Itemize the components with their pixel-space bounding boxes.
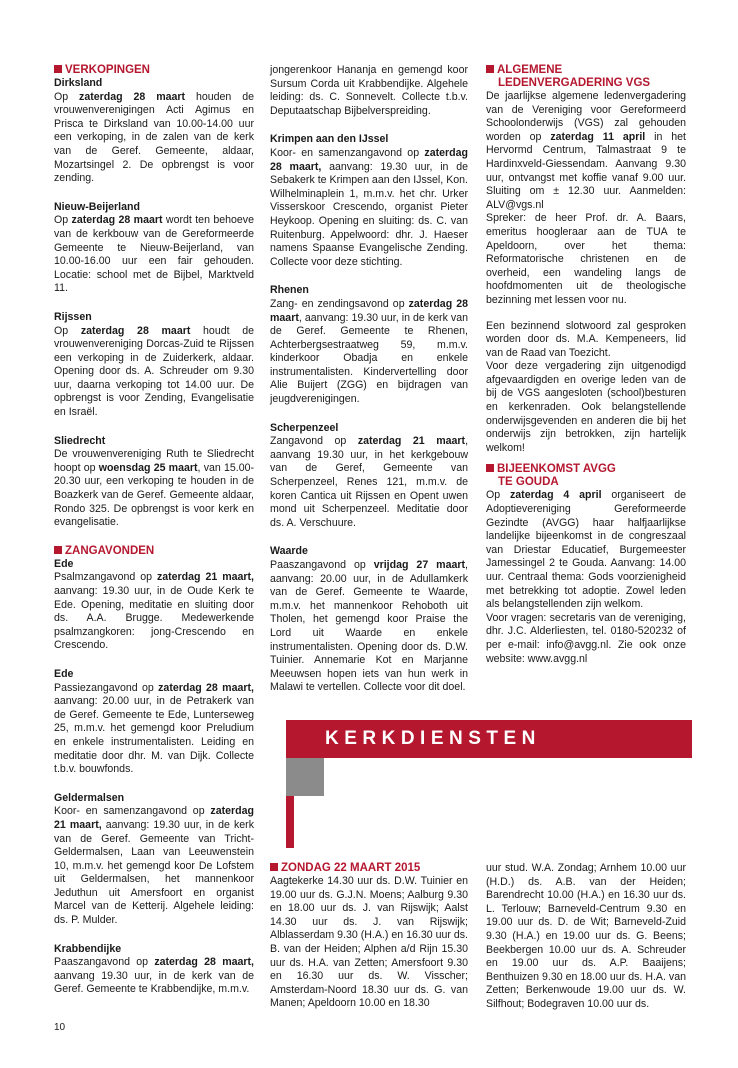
notice-place: Waarde xyxy=(270,545,308,558)
notice-text: Op zaterdag 28 maart houden de vrouwenverenigingen Acti Agimus en Prisca te Dirksland van 10.00-14.00 uur een verkoping, in de zalen van de kerk van de Geref. Gemeente, aldaar, Mozartsingel 2. De opbrengst is voor zending. xyxy=(54,90,255,185)
notice-dirksland xyxy=(54,77,254,186)
page-number: 10 xyxy=(54,1022,66,1033)
notice-waarde xyxy=(270,545,468,695)
notice-place: Dirksland xyxy=(54,77,103,89)
notice-rijssen xyxy=(54,311,254,420)
notice-text: Koor- en samenzangavond op zaterdag 28 maart, aanvang: 19.30 uur, in de Sebakerk te Krimpen aan den IJssel, Kon. Wilhelminaplein 1, m.m.v. het chr. Urker Visserskoor Crescendo, organist Pieter Heykoop. Opening en sluiting: ds. C. van Ruitenburg. Appelwoord: dhr. J. Haeser namens Spaanse Evangelische Zending. Collecte voor deze stichting. xyxy=(270,146,468,268)
column-3 xyxy=(486,64,686,681)
notice-geldermalsen xyxy=(54,792,254,928)
notice-rhenen xyxy=(270,284,468,406)
section-heading-zondag: ZONDAG 22 MAART 2015 xyxy=(270,862,468,875)
services-text: Aagtekerke 14.30 uur ds. D.W. Tuinier en 19.00 uur ds. G.J.N. Moens; Aalburg 9.30 en 18.00 uur ds. J. van Rijswijk; Aalst 14.30 uur ds. J. van Rijswijk; Alblasserdam 9.30 (H.A.) en 16.30 uur ds. B. van der Heiden; Alphen a/d Rijn 15.30 uur ds. H.A. van Zetten; Amersfoort 9.30 en 16.30 uur ds. W. Visscher; Amsterdam-Noord 18.30 uur ds. G. van Manen; Apeldoorn 10.00 en 18.30 xyxy=(270,875,468,1010)
notice-text: Een bezinnend slotwoord zal gesproken worden door ds. M.A. Kempeneers, lid van de Raad van Toezicht. xyxy=(486,319,686,359)
notice-place: Ede xyxy=(54,667,74,680)
kerkdiensten-title: KERKDIENSTEN xyxy=(325,728,541,749)
square-bullet-icon xyxy=(486,65,494,73)
section-heading-verkopingen: VERKOPINGEN xyxy=(54,64,254,77)
notice-krabbendijke xyxy=(54,943,254,997)
notice-place: Sliedrecht xyxy=(54,434,106,447)
notice-text: jongerenkoor Hananja en gemengd koor Sursum Corda uit Krabbendijke. Algehele leiding: ds. C. Sonnevelt. Collecte t.b.v. Deputaatschap Bijbelverspreiding. xyxy=(270,64,468,117)
kerkdiensten-column-left xyxy=(270,862,468,1011)
notice-text: Voor vragen: secretaris van de vereniging, dhr. J.C. Alderliesten, tel. 0180-520232 of per e-mail: info@avgg.nl. Zie ook onze website: www.avgg.nl xyxy=(486,611,686,665)
notice-place: Scherpenzeel xyxy=(270,421,339,434)
notice-text: De jaarlijkse algemene ledenvergadering van de Vereniging voor Gereformeerd Schoolonderwijs (VGS) zal gehouden worden op zaterdag 11 april in het Hervormd Centrum, Talmastraat 9 te Hardinxveld-Giessendam. Aanvang 9.30 uur, ontvangst met koffie vanaf 9.00 uur. Sluiting om ± 12.30 uur. Aanmelden: ALV@vgs.nl xyxy=(486,90,686,211)
notice-place: Ede xyxy=(54,557,74,570)
kerkdiensten-column-right xyxy=(486,862,686,1012)
section-heading-zangavonden: ZANGAVONDEN xyxy=(54,545,254,558)
notice-krimpen xyxy=(270,133,468,269)
notice-text: De vrouwenvereniging Ruth te Sliedrecht hoopt op woensdag 25 maart, van 15.00-20.30 uur, een verkoping te houden in de Boazkerk van de Geref. Gemeente aldaar, Rondo 325. De opbrengst is voor kerk en evangelisatie. xyxy=(54,448,255,529)
notice-text: Zang- en zendingsavond op zaterdag 28 maart, aanvang: 19.30 uur, in de kerk van de Geref. Gemeente te Rhenen, Achterbergsestraatweg 59, m.m.v. kinderkoor Obadja en enkele instrumentalisten. Kindervertelling door Alie Buijert (ZGG) en bijdragen van jeugdverenigingen. xyxy=(270,297,468,406)
notice-text: Paaszangavond op vrijdag 27 maart, aanvang: 20.00 uur, in de Adullamkerk van de Geref. Gemeente te Waarde, m.m.v. het mannenkoor Rehoboth uit Tholen, het gemengd koor Praise the Lord uit Waarde en enkele instrumentalisten. Opening door ds. D.W. Tuinier. Annemarie Kot en Marjanne Meeuwsen hopen iets van hun werk in Malawi te vertellen. Collecte voor dit doel. xyxy=(270,559,468,694)
notice-place: Krimpen aan den IJssel xyxy=(270,133,389,146)
notice-text: Op zaterdag 28 maart houdt de vrouwenvereniging Dorcas-Zuid te Rijssen een verkoping in de Zuiderkerk, aldaar. Opening door ds. A. Schreuder om 9.30 uur, daarna verkoping tot 14.00 uur. De opbrengst is voor Zending, Evangelisatie en Israël. xyxy=(54,324,254,419)
column-2 xyxy=(270,64,468,710)
column-1 xyxy=(54,64,254,1012)
notice-text: Spreker: de heer Prof. dr. A. Baars, emeritus hoogleraar aan de TUA te Apeldoorn, over het thema: Reformatorische christenen en de overheid, een wandeling langs de hoofdmomenten uit de theologische bezinning met lessen voor nu. xyxy=(486,212,686,306)
square-bullet-icon xyxy=(270,863,278,871)
square-bullet-icon xyxy=(54,546,62,554)
notice-text: Koor- en samenzangavond op zaterdag 21 maart, aanvang: 19.30 uur, in de kerk van de Geref. Gemeente van Tricht-Geldermalsen, Laan van Leeuwenstein 10, m.m.v. het gemengd koor De Lofstem uit Geldermalsen, het mannenkoor Jeduthun uit Amersfoort en organist Marcel van de Ketterij. Algehele leiding: ds. P. Mulder. xyxy=(54,805,254,927)
notice-vgs xyxy=(486,90,686,455)
notice-avgg xyxy=(486,489,686,666)
notice-text: Psalmzangavond op zaterdag 21 maart, aanvang: 19.30 uur, in de Oude Kerk te Ede. Opening, meditatie en sluiting door ds. A.A. Brugge. Medewerkende psalmzangkoren: jong-Crescendo en Crescendo. xyxy=(54,571,254,652)
notice-text: Op zaterdag 28 maart wordt ten behoeve van de kerkbouw van de Gereformeerde Gemeente te Nieuw-Beijerland, van 10.00-16.00 uur een fair gehouden. Locatie: school met de Bijbel, Marktveld 11. xyxy=(54,214,254,295)
section-heading-vgs: ALGEMENE LEDENVERGADERING VGS xyxy=(486,64,686,90)
notice-place: Geldermalsen xyxy=(54,791,125,804)
notice-place: Rhenen xyxy=(270,284,309,297)
notice-ede-1 xyxy=(54,558,254,653)
notice-text: Passiezangavond op zaterdag 28 maart, aanvang: 20.00 uur, in de Petrakerk van de Geref. Gemeente te Ede, Lunterseweg 25, m.m.v. het gemengd koor Preludium en enkele instrumentalisten. Leiding en meditatie door dhr. M. van Dijk. Collecte t.b.v. bouwfonds. xyxy=(54,681,254,776)
notice-sliedrecht xyxy=(54,435,254,530)
notice-scherpenzeel xyxy=(270,422,468,531)
notice-text: Op zaterdag 4 april organiseert de Adoptievereniging Gereformeerde Gezindte (AVGG) haar halfjaarlijkse landelijke bijeenkomst in de congreszaal van Driestar Educatief, Burgemeester Jamessingel 2 te Gouda. Aanvang: 14.00 uur. Centraal thema: Gods voorzienigheid met betrekking tot adoptie. Zowel leden als belangstellenden zijn welkom. xyxy=(486,489,686,611)
notice-place: Rijssen xyxy=(54,310,92,323)
notice-place: Krabbendijke xyxy=(54,942,122,955)
square-bullet-icon xyxy=(54,65,62,73)
services-text: uur stud. W.A. Zondag; Arnhem 10.00 uur (H.D.) ds. A.B. van der Heiden; Barendrecht 10.00 (H.A.) en 16.30 uur ds. L. Terlouw; Barneveld-Centrum 9.30 en 19.00 uur ds. D. de Wit; Barneveld-Zuid 9.30 (H.A.) en 19.00 uur ds. G. Beens; Beekbergen 10.00 uur ds. A. Schreuder en 19.00 uur ds. A.P. Baaijens; Benthuizen 9.30 en 18.00 uur ds. H.A. van Zetten; Berkenwoude 19.00 uur ds. W. Silfhout; Bodegraven 10.00 uur ds. xyxy=(486,862,686,1010)
notice-nieuw-beijerland xyxy=(54,201,254,296)
notice-ede-2 xyxy=(54,668,254,777)
section-heading-avgg: BIJEENKOMST AVGG TE GOUDA xyxy=(486,463,686,489)
notice-place: Nieuw-Beijerland xyxy=(54,200,140,213)
square-bullet-icon xyxy=(486,464,494,472)
notice-continuation xyxy=(270,64,468,118)
notice-text: Zangavond op zaterdag 21 maart, aanvang 19.30 uur, in het kerkgebouw van de Geref, Gemeente van Scherpenzeel, Renes 121, m.m.v. de koren Cantica uit Rijssen en Opent uwen mond uit Scherpenzeel. Meditatie door ds. A. Verschuure. xyxy=(270,435,469,529)
banner-gray-square xyxy=(286,758,324,796)
notice-text: Voor deze vergadering zijn uitgenodigd afgevaardigden en overige leden van de bij de VGS aangesloten (school)besturen en kerkenraden. Ook belangstellende onderwijsgevenden en anderen die bij het onderwijs zijn betrokken, zijn hartelijk welkom! xyxy=(486,360,686,454)
notice-text: Paaszangavond op zaterdag 28 maart, aanvang 19.30 uur, in de kerk van de Geref. Gemeente te Krabbendijke, m.m.v. xyxy=(54,956,254,996)
